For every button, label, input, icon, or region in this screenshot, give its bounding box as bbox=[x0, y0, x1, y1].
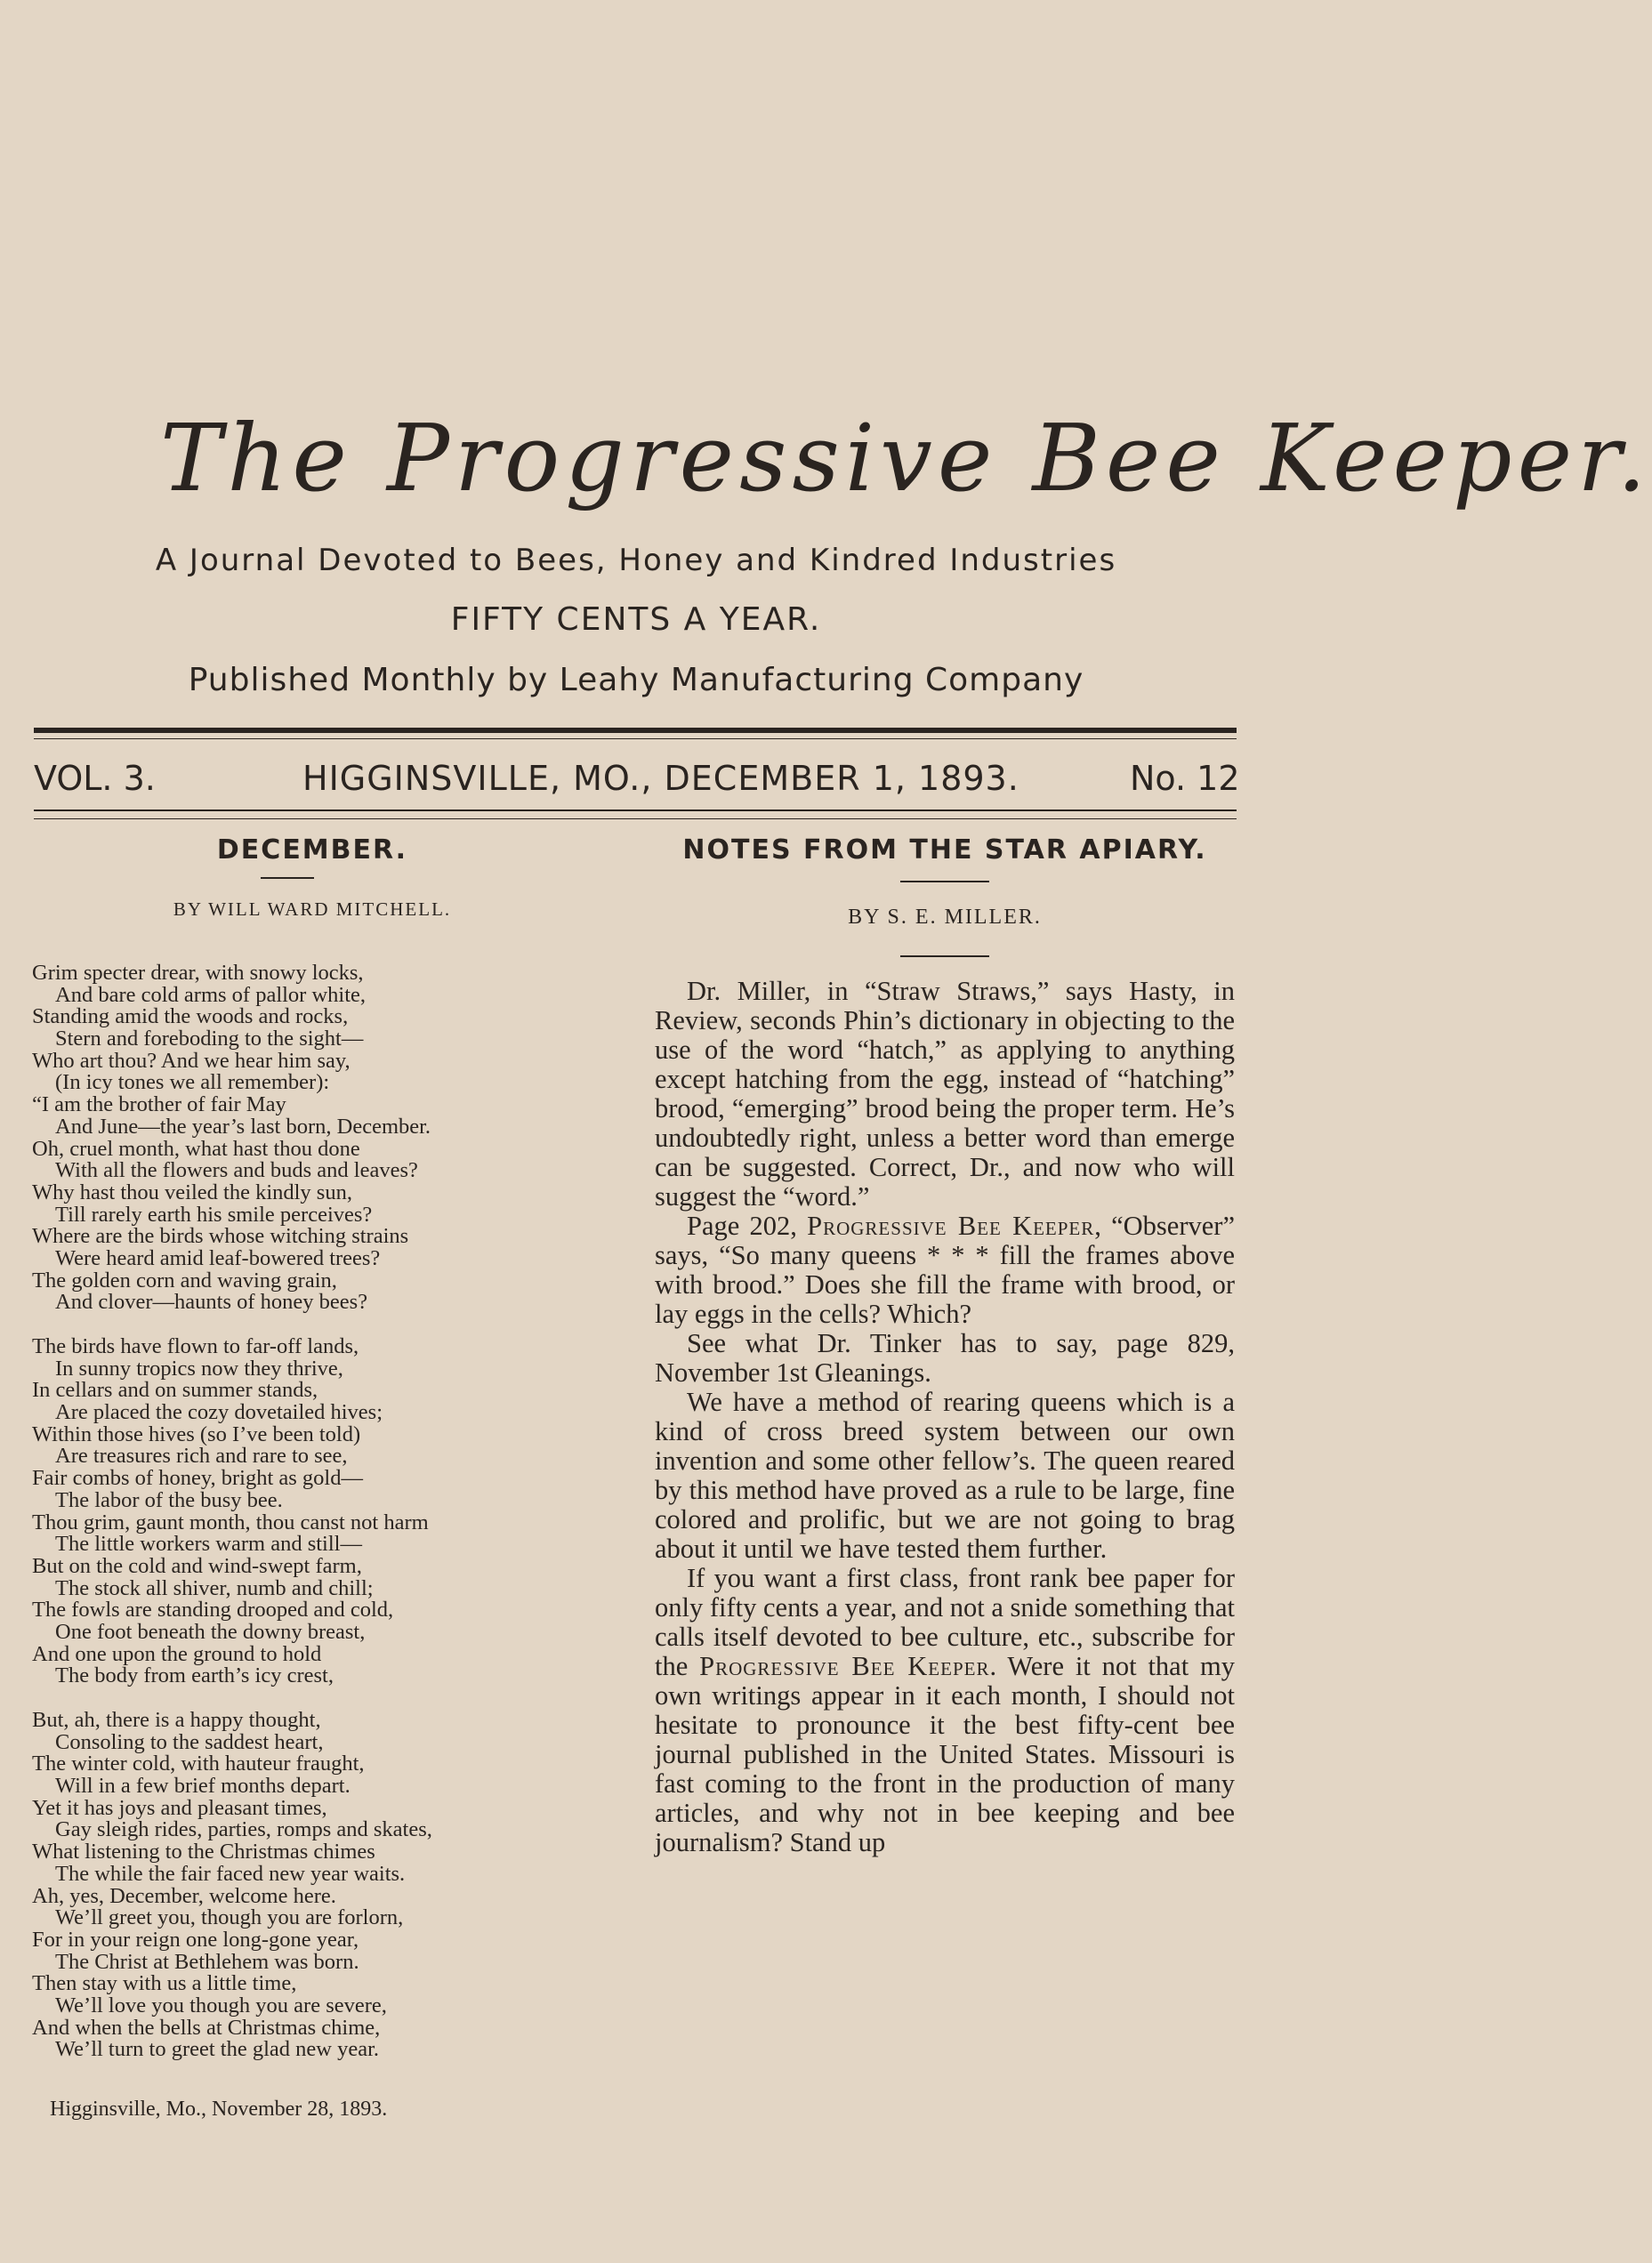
paragraph-text: Page 202, bbox=[687, 1211, 808, 1241]
article-paragraph bbox=[655, 1329, 1235, 1388]
poem-body bbox=[32, 962, 619, 2083]
article-byline-rule bbox=[900, 955, 989, 957]
publication-name: Progressive Bee Keeper bbox=[807, 1211, 1095, 1241]
poem-line: But on the cold and wind-swept farm, bbox=[32, 1553, 362, 1578]
article-title: NOTES FROM THE STAR APIARY. bbox=[682, 834, 1207, 866]
poem-line: “I am the brother of fair May bbox=[32, 1092, 286, 1117]
poem-line: Standing amid the woods and rocks, bbox=[32, 1004, 349, 1029]
poem-line: For in your reign one long-gone year, bbox=[32, 1927, 359, 1952]
publication-name: Progressive Bee Keeper bbox=[699, 1651, 990, 1681]
poem-line: One foot beneath the downy breast, bbox=[55, 1619, 366, 1644]
dateline-volume: VOL. 3. bbox=[34, 759, 156, 798]
poem-line: With all the flowers and buds and leaves? bbox=[55, 1158, 418, 1183]
poem-line: The Christ at Bethlehem was born. bbox=[55, 1949, 359, 1974]
poem-line: The body from earth’s icy crest, bbox=[55, 1663, 334, 1688]
poem-line: We’ll turn to greet the glad new year. bbox=[55, 2037, 380, 2062]
masthead-rule-thick bbox=[34, 728, 1237, 733]
poem-line: Then stay with us a little time, bbox=[32, 1971, 297, 1996]
dateline-number: No. 12 bbox=[1130, 759, 1240, 798]
masthead-price: FIFTY CENTS A YEAR. bbox=[450, 601, 822, 638]
article-title-rule bbox=[900, 881, 989, 882]
poem-line: Yet it has joys and pleasant times, bbox=[32, 1795, 327, 1820]
poem-line: The birds have flown to far-off lands, bbox=[32, 1334, 359, 1358]
article-paragraph bbox=[655, 1212, 1235, 1329]
paragraph-text: , “Observer” says, “So many queens * * * fill the frames above with brood.” Does she fill the frame with brood, or lay eggs in the cells? Which? bbox=[655, 1211, 1235, 1329]
poem-line: Fair combs of honey, bright as gold— bbox=[32, 1466, 363, 1491]
poem-line: Oh, cruel month, what hast thou done bbox=[32, 1136, 360, 1161]
poem-line: What listening to the Christmas chimes bbox=[32, 1840, 375, 1864]
masthead-rule-thin bbox=[34, 738, 1237, 739]
poem-line: The golden corn and waving grain, bbox=[32, 1268, 337, 1293]
masthead-subtitle: A Journal Devoted to Bees, Honey and Kindred Industries bbox=[155, 543, 1117, 578]
poem-line: And clover—haunts of honey bees? bbox=[55, 1290, 368, 1315]
poem-title: DECEMBER. bbox=[216, 834, 408, 866]
poem-line: Till rarely earth his smile perceives? bbox=[55, 1202, 373, 1227]
paragraph-text: Dr. Miller, in “Straw Straws,” says Hasty, in Review, seconds Phin’s dictionary in objecting to the use of the word “hatch,” as applying to anything except hatching from the egg, instead of “hatching” brood, “emerging” brood being the proper term. He’s undoubtedly right, unless a better word than emerge can be suggested. Correct, Dr., and now who will suggest the “word.” bbox=[655, 976, 1235, 1212]
dateline-rule-thin bbox=[34, 818, 1237, 819]
poem-line: And bare cold arms of pallor white, bbox=[55, 982, 367, 1007]
poem-line: The labor of the busy bee. bbox=[55, 1487, 283, 1512]
poem-line: In sunny tropics now they thrive, bbox=[55, 1356, 343, 1381]
article-body bbox=[655, 977, 1235, 1857]
poem-line: Thou grim, gaunt month, thou canst not harm bbox=[32, 1510, 429, 1534]
poem-line: Are placed the cozy dovetailed hives; bbox=[55, 1400, 383, 1425]
poem-line: But, ah, there is a happy thought, bbox=[32, 1708, 321, 1732]
poem-title-rule bbox=[261, 877, 314, 879]
poem-line: The fowls are standing drooped and cold, bbox=[32, 1598, 394, 1623]
paragraph-text: . Were it not that my own writings appear in it each month, I should not hesitate to pronounce it the best fifty-cent bee journal published in the United States. Missouri is fast coming to the front in the production of many articles, and why not in bee keeping and bee journalism? Stand up bbox=[655, 1651, 1235, 1857]
poem-line: Stern and foreboding to the sight— bbox=[55, 1027, 364, 1051]
paragraph-text: See what Dr. Tinker has to say, page 829, November 1st Gleanings. bbox=[655, 1328, 1235, 1388]
masthead-publisher: Published Monthly by Leahy Manufacturing Company bbox=[188, 662, 1084, 698]
poem-line: The stock all shiver, numb and chill; bbox=[55, 1575, 374, 1600]
poem-line: The while the fair faced new year waits. bbox=[55, 1861, 406, 1886]
poem-line: In cellars and on summer stands, bbox=[32, 1378, 318, 1403]
poem-stanza bbox=[32, 1336, 619, 1687]
poem-line: The winter cold, with hauteur fraught, bbox=[32, 1752, 365, 1776]
dateline-place-date: HIGGINSVILLE, MO., DECEMBER 1, 1893. bbox=[302, 759, 1019, 798]
article-paragraph bbox=[655, 977, 1235, 1212]
article-paragraph bbox=[655, 1564, 1235, 1857]
poem-stanza bbox=[32, 1710, 619, 2061]
poem-line: Gay sleigh rides, parties, romps and skates, bbox=[55, 1817, 432, 1842]
paragraph-text: If you want a first class, front rank bee paper for only fifty cents a year, and not a snide something that calls itself devoted to bee culture, etc., subscribe for the bbox=[655, 1563, 1235, 1681]
dateline-rule bbox=[34, 809, 1237, 811]
poem-line: Will in a few brief months depart. bbox=[55, 1774, 351, 1799]
poem-line: We’ll love you though you are severe, bbox=[55, 1993, 387, 2017]
poem-line: We’ll greet you, though you are forlorn, bbox=[55, 1905, 404, 1930]
poem-line: And when the bells at Christmas chime, bbox=[32, 2015, 381, 2040]
masthead-title: The Progressive Bee Keeper. bbox=[160, 404, 1652, 512]
poem-line: Are treasures rich and rare to see, bbox=[55, 1444, 348, 1469]
poem-line: Were heard amid leaf-bowered trees? bbox=[55, 1245, 381, 1270]
poem-line: Grim specter drear, with snowy locks, bbox=[32, 961, 364, 985]
poem-line: Consoling to the saddest heart, bbox=[55, 1729, 324, 1754]
poem-byline: BY WILL WARD MITCHELL. bbox=[173, 898, 452, 920]
poem-line: Who art thou? And we hear him say, bbox=[32, 1048, 351, 1073]
poem-line: (In icy tones we all remember): bbox=[55, 1070, 330, 1095]
poem-line: And June—the year’s last born, December. bbox=[55, 1114, 431, 1139]
poem-line: And one upon the ground to hold bbox=[32, 1641, 322, 1666]
poem-signature: Higginsville, Mo., November 28, 1893. bbox=[50, 2098, 388, 2121]
poem-line: Why hast thou veiled the kindly sun, bbox=[32, 1180, 352, 1204]
poem-line: Where are the birds whose witching strains bbox=[32, 1224, 409, 1249]
paragraph-text: We have a method of rearing queens which is a kind of cross breed system between our own invention and some other fellow’s. The queen reared by this method have proved as a rule to be large, fine colored and prolific, but we are not going to brag about it until we have tested them further. bbox=[655, 1387, 1235, 1564]
poem-line: Within those hives (so I’ve been told) bbox=[32, 1421, 361, 1446]
poem-line: The little workers warm and still— bbox=[55, 1532, 362, 1557]
article-paragraph bbox=[655, 1388, 1235, 1564]
poem-stanza bbox=[32, 962, 619, 1314]
poem-line: Ah, yes, December, welcome here. bbox=[32, 1883, 336, 1908]
article-byline: BY S. E. MILLER. bbox=[848, 906, 1042, 929]
